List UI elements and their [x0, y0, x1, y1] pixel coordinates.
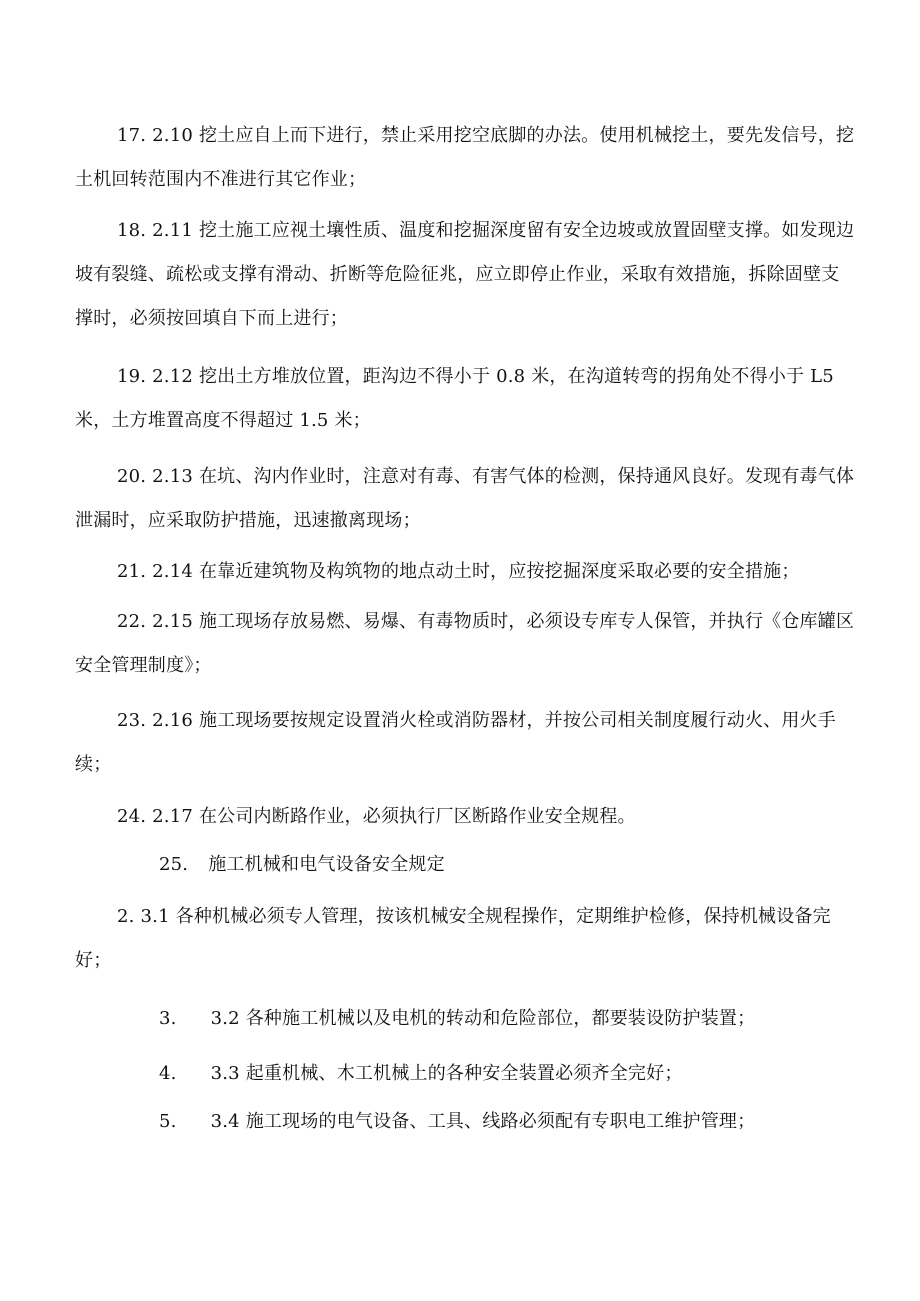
list-number: 4. [159, 1063, 177, 1084]
paragraph-18 [75, 209, 855, 341]
paragraph-22 [75, 600, 855, 688]
paragraph-20 [75, 455, 855, 543]
paragraph-23 [75, 699, 855, 787]
paragraph-text: 3.4 施工现场的电气设备、工具、线路必须配有专职电工维护管理； [210, 1111, 756, 1132]
paragraph-17 [75, 114, 855, 202]
paragraph-19 [75, 355, 855, 443]
paragraph-text: 3.2 各种施工机械以及电机的转动和危险部位，都要装设防护装置； [210, 1008, 756, 1029]
paragraph-text: 2. 3.1 各种机械必须专人管理，按该机械安全规程操作，定期维护检修，保持机械设备完好； [75, 906, 831, 971]
paragraph-4 [75, 1052, 855, 1096]
paragraph-21 [75, 550, 855, 594]
paragraph-24 [75, 795, 855, 839]
paragraph-text: 20. 2.13 在坑、沟内作业时，注意对有毒、有害气体的检测，保持通风良好。发现有毒气体泄漏时，应采取防护措施，迅速撤离现场； [75, 466, 855, 531]
paragraph-text: 19. 2.12 挖出土方堆放位置，距沟边不得小于 0.8 米，在沟道转弯的拐角处不得小于 L5 米，土方堆置高度不得超过 1.5 米； [75, 366, 834, 431]
paragraph-text: 18. 2.11 挖土施工应视土壤性质、温度和挖掘深度留有安全边坡或放置固壁支撑。如发现边坡有裂缝、疏松或支撑有滑动、折断等危险征兆，应立即停止作业，采取有效措施，拆除固壁支撑时，必须按回填自下而上进行； [75, 220, 855, 329]
paragraph-text: 22. 2.15 施工现场存放易燃、易爆、有毒物质时，必须设专库专人保管，并执行《仓库罐区安全管理制度》； [75, 611, 855, 676]
paragraph-text: 3.3 起重机械、木工机械上的各种安全装置必须齐全完好； [210, 1063, 683, 1084]
paragraph-5 [75, 1100, 855, 1144]
list-number: 3. [159, 1008, 177, 1029]
paragraph-text: 24. 2.17 在公司内断路作业，必须执行厂区断路作业安全规程。 [117, 806, 636, 827]
paragraph-text: 17. 2.10 挖土应自上而下进行，禁止采用挖空底脚的办法。使用机械挖土，要先发信号，挖土机回转范围内不准进行其它作业； [75, 125, 855, 190]
paragraph-text: 23. 2.16 施工现场要按规定设置消火栓或消防器材，并按公司相关制度履行动火、用火手续； [75, 710, 836, 775]
list-number: 5. [159, 1111, 177, 1132]
paragraph-25 [75, 843, 855, 887]
paragraph-text: 21. 2.14 在靠近建筑物及构筑物的地点动土时，应按挖掘深度采取必要的安全措施； [117, 561, 800, 582]
paragraph-text: 施工机械和电气设备安全规定 [208, 854, 445, 875]
paragraph-3 [75, 997, 855, 1041]
paragraph-2 [75, 895, 855, 983]
list-number: 25. [159, 854, 189, 875]
